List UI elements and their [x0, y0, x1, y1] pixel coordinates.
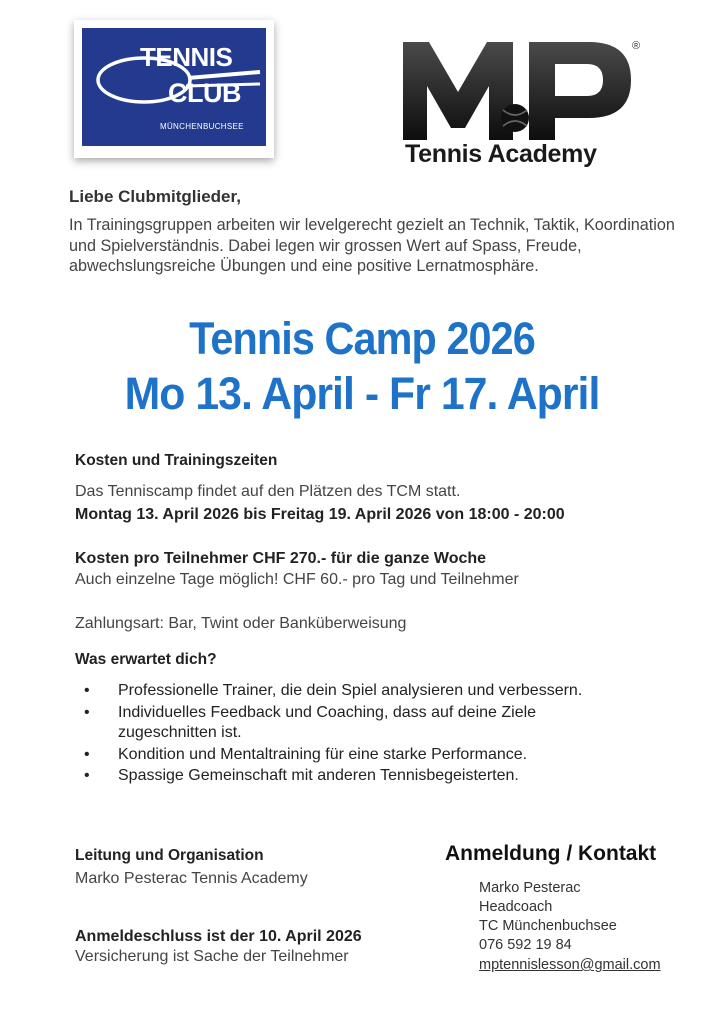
camp-dates: Mo 13. April - Fr 17. April	[124, 368, 600, 419]
greeting: Liebe Clubmitglieder,	[69, 187, 241, 206]
organisation-heading: Leitung und Organisation	[75, 847, 264, 864]
club-logo-line3: MÜNCHENBUCHSEE	[160, 122, 244, 131]
list-item: • Individuelles Feedback und Coaching, dass auf deine Ziele zugeschnitten ist.	[84, 703, 537, 741]
camp-title: Tennis Camp 2026	[189, 313, 535, 364]
contact-email-link[interactable]: mptennislesson@gmail.com	[479, 957, 661, 973]
payment-text: Zahlungsart: Bar, Twint oder Banküberweisung	[75, 615, 407, 632]
registered-mark: ®	[632, 40, 641, 52]
contact-name: Marko Pesterac	[479, 880, 581, 896]
costs-heading: Kosten und Trainingszeiten	[75, 452, 278, 469]
contact-phone[interactable]: 076 592 19 84	[479, 937, 572, 953]
club-logo-line1: TENNIS	[140, 42, 233, 72]
list-item: • Professionelle Trainer, die dein Spiel analysieren und verbessern.	[84, 682, 583, 699]
price-week: Kosten pro Teilnehmer CHF 270.- für die ganze Woche	[75, 550, 487, 567]
schedule-text: Montag 13. April 2026 bis Freitag 19. April 2026 von 18:00 - 20:00	[75, 506, 565, 523]
expect-list	[84, 681, 604, 788]
intro-text: In Trainingsgruppen arbeiten wir levelgerecht gezielt an Technik, Taktik, Koordination und Spielverständnis. Dabei legen wir grossen Wert auf Spass, Freude, abwechslungsreiche Übungen und eine positive Lernatmosphäre.	[69, 216, 675, 275]
contact-title: Anmeldung / Kontakt	[445, 842, 657, 865]
price-day: Auch einzelne Tage möglich! CHF 60.- pro Tag und Teilnehmer	[75, 571, 519, 588]
contact-role: Headcoach	[479, 899, 553, 915]
insurance-text: Versicherung ist Sache der Teilnehmer	[75, 948, 349, 965]
expect-heading: Was erwartet dich?	[75, 651, 217, 668]
club-logo	[74, 20, 274, 158]
contact-club: TC Münchenbuchsee	[479, 918, 617, 934]
deadline-text: Anmeldeschluss ist der 10. April 2026	[75, 928, 362, 945]
organisation-name: Marko Pesterac Tennis Academy	[75, 870, 308, 887]
list-item: • Spassige Gemeinschaft mit anderen Tennisbegeisterten.	[84, 767, 519, 784]
list-item: • Kondition und Mentaltraining für eine starke Performance.	[84, 745, 528, 763]
location-text: Das Tenniscamp findet auf den Plätzen des TCM statt.	[75, 483, 461, 500]
academy-logo-mark	[403, 36, 633, 144]
academy-name: Tennis Academy	[405, 140, 597, 168]
club-logo-line2: CLUB	[168, 78, 241, 108]
